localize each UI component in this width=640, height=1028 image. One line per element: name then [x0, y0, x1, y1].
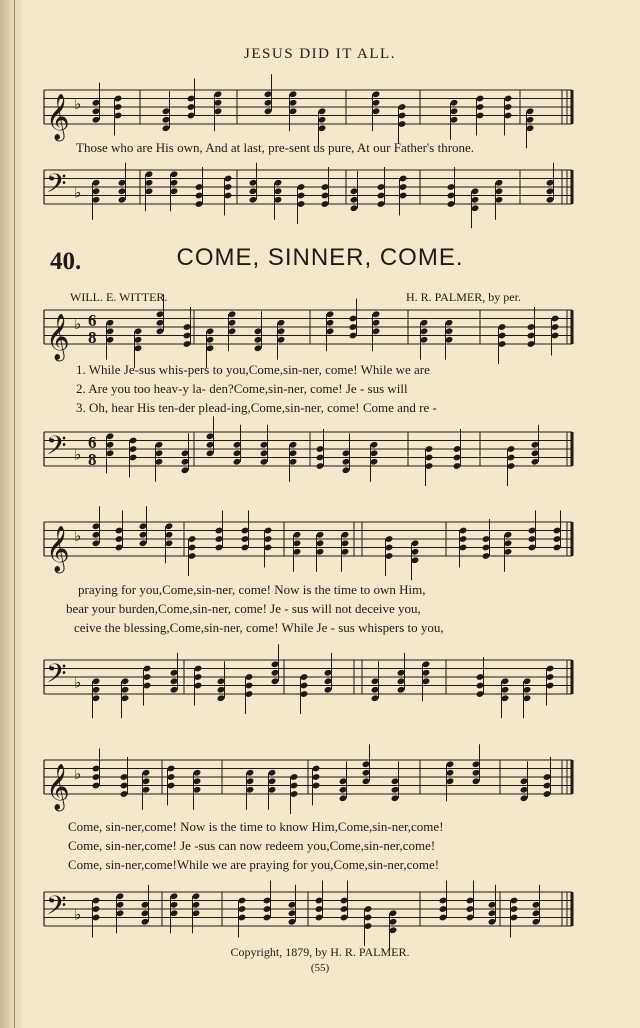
treble-clef-icon: 𝄞	[46, 764, 70, 810]
time-signature-denominator: 8	[88, 328, 97, 347]
verse-2-line-1: 2. Are you too heav-y la- den?Come,sin-ner, come! Je - sus will	[76, 381, 408, 396]
time-signature-denominator: 8	[88, 450, 97, 469]
words-credit: WILL. E. WITTER.	[70, 290, 168, 304]
hymn-title: COME, SINNER, COME.	[176, 244, 464, 271]
verse-1-line-1: 1. While Je-sus whis-pers to you,Come,sin-ner, come! While we are	[76, 362, 430, 377]
treble-staff-system-1	[0, 300, 640, 360]
flat-key-signature-icon: ♭	[74, 673, 82, 692]
copyright-notice: Copyright, 1879, by H. R. PALMER.	[230, 945, 410, 959]
flat-key-signature-icon: ♭	[74, 765, 82, 783]
bass-clef-icon: 𝄢	[46, 429, 67, 468]
hymn-number: 40.	[50, 248, 82, 275]
bass-clef-icon: 𝄢	[46, 167, 67, 206]
time-signature-numerator: 6	[88, 311, 97, 330]
treble-clef-icon: 𝄞	[46, 94, 70, 140]
verse-3-line-1: 3. Oh, hear His ten-der plead-ing,Come,sin-ner, come! Come and re -	[76, 400, 437, 415]
treble-clef-icon: 𝄞	[46, 314, 70, 360]
treble-clef-icon: 𝄞	[46, 526, 70, 572]
bass-clef-icon: 𝄢	[46, 657, 67, 696]
treble-staff-system-2	[0, 512, 640, 572]
music-credit: H. R. PALMER, by per.	[406, 290, 521, 304]
continuation-lyric: Those who are His own, And at last, pre-sent us pure, At our Father's throne.	[76, 140, 475, 155]
verse-3-line-3: Come, sin-ner,come!While we are praying for you,Come,sin-ner,come!	[68, 857, 440, 872]
verse-3-line-2: ceive the blessing,Come,sin-ner, come! While Je - sus whispers to you,	[74, 620, 444, 635]
flat-key-signature-icon: ♭	[74, 95, 82, 113]
treble-staff-continuation	[0, 80, 640, 140]
treble-staff-system-3	[0, 750, 640, 810]
verse-2-line-2: bear your burden,Come,sin-ner, come! Je - sus will not deceive you,	[66, 601, 421, 616]
page-number: (55)	[310, 962, 330, 974]
previous-hymn-title: JESUS DID IT ALL.	[244, 46, 396, 62]
bass-staff-system-3	[0, 882, 640, 942]
flat-key-signature-icon: ♭	[74, 315, 82, 333]
flat-key-signature-icon: ♭	[74, 905, 82, 924]
time-signature-numerator: 6	[88, 433, 97, 452]
verse-2-line-3: Come, sin-ner,come! Je -sus can now redeem you,Come,sin-ner,come!	[68, 838, 436, 853]
bass-staff-system-1	[0, 422, 640, 482]
verse-1-line-3: Come, sin-ner,come! Now is the time to know Him,Come,sin-ner,come!	[68, 819, 444, 834]
bass-clef-icon: 𝄢	[46, 889, 67, 928]
bass-staff-system-2	[0, 650, 640, 710]
flat-key-signature-icon: ♭	[74, 527, 82, 545]
verse-1-line-2: praying for you,Come,sin-ner, come! Now is the time to own Him,	[78, 582, 426, 597]
flat-key-signature-icon: ♭	[74, 183, 82, 202]
flat-key-signature-icon: ♭	[74, 445, 82, 464]
bass-staff-continuation	[0, 160, 640, 220]
